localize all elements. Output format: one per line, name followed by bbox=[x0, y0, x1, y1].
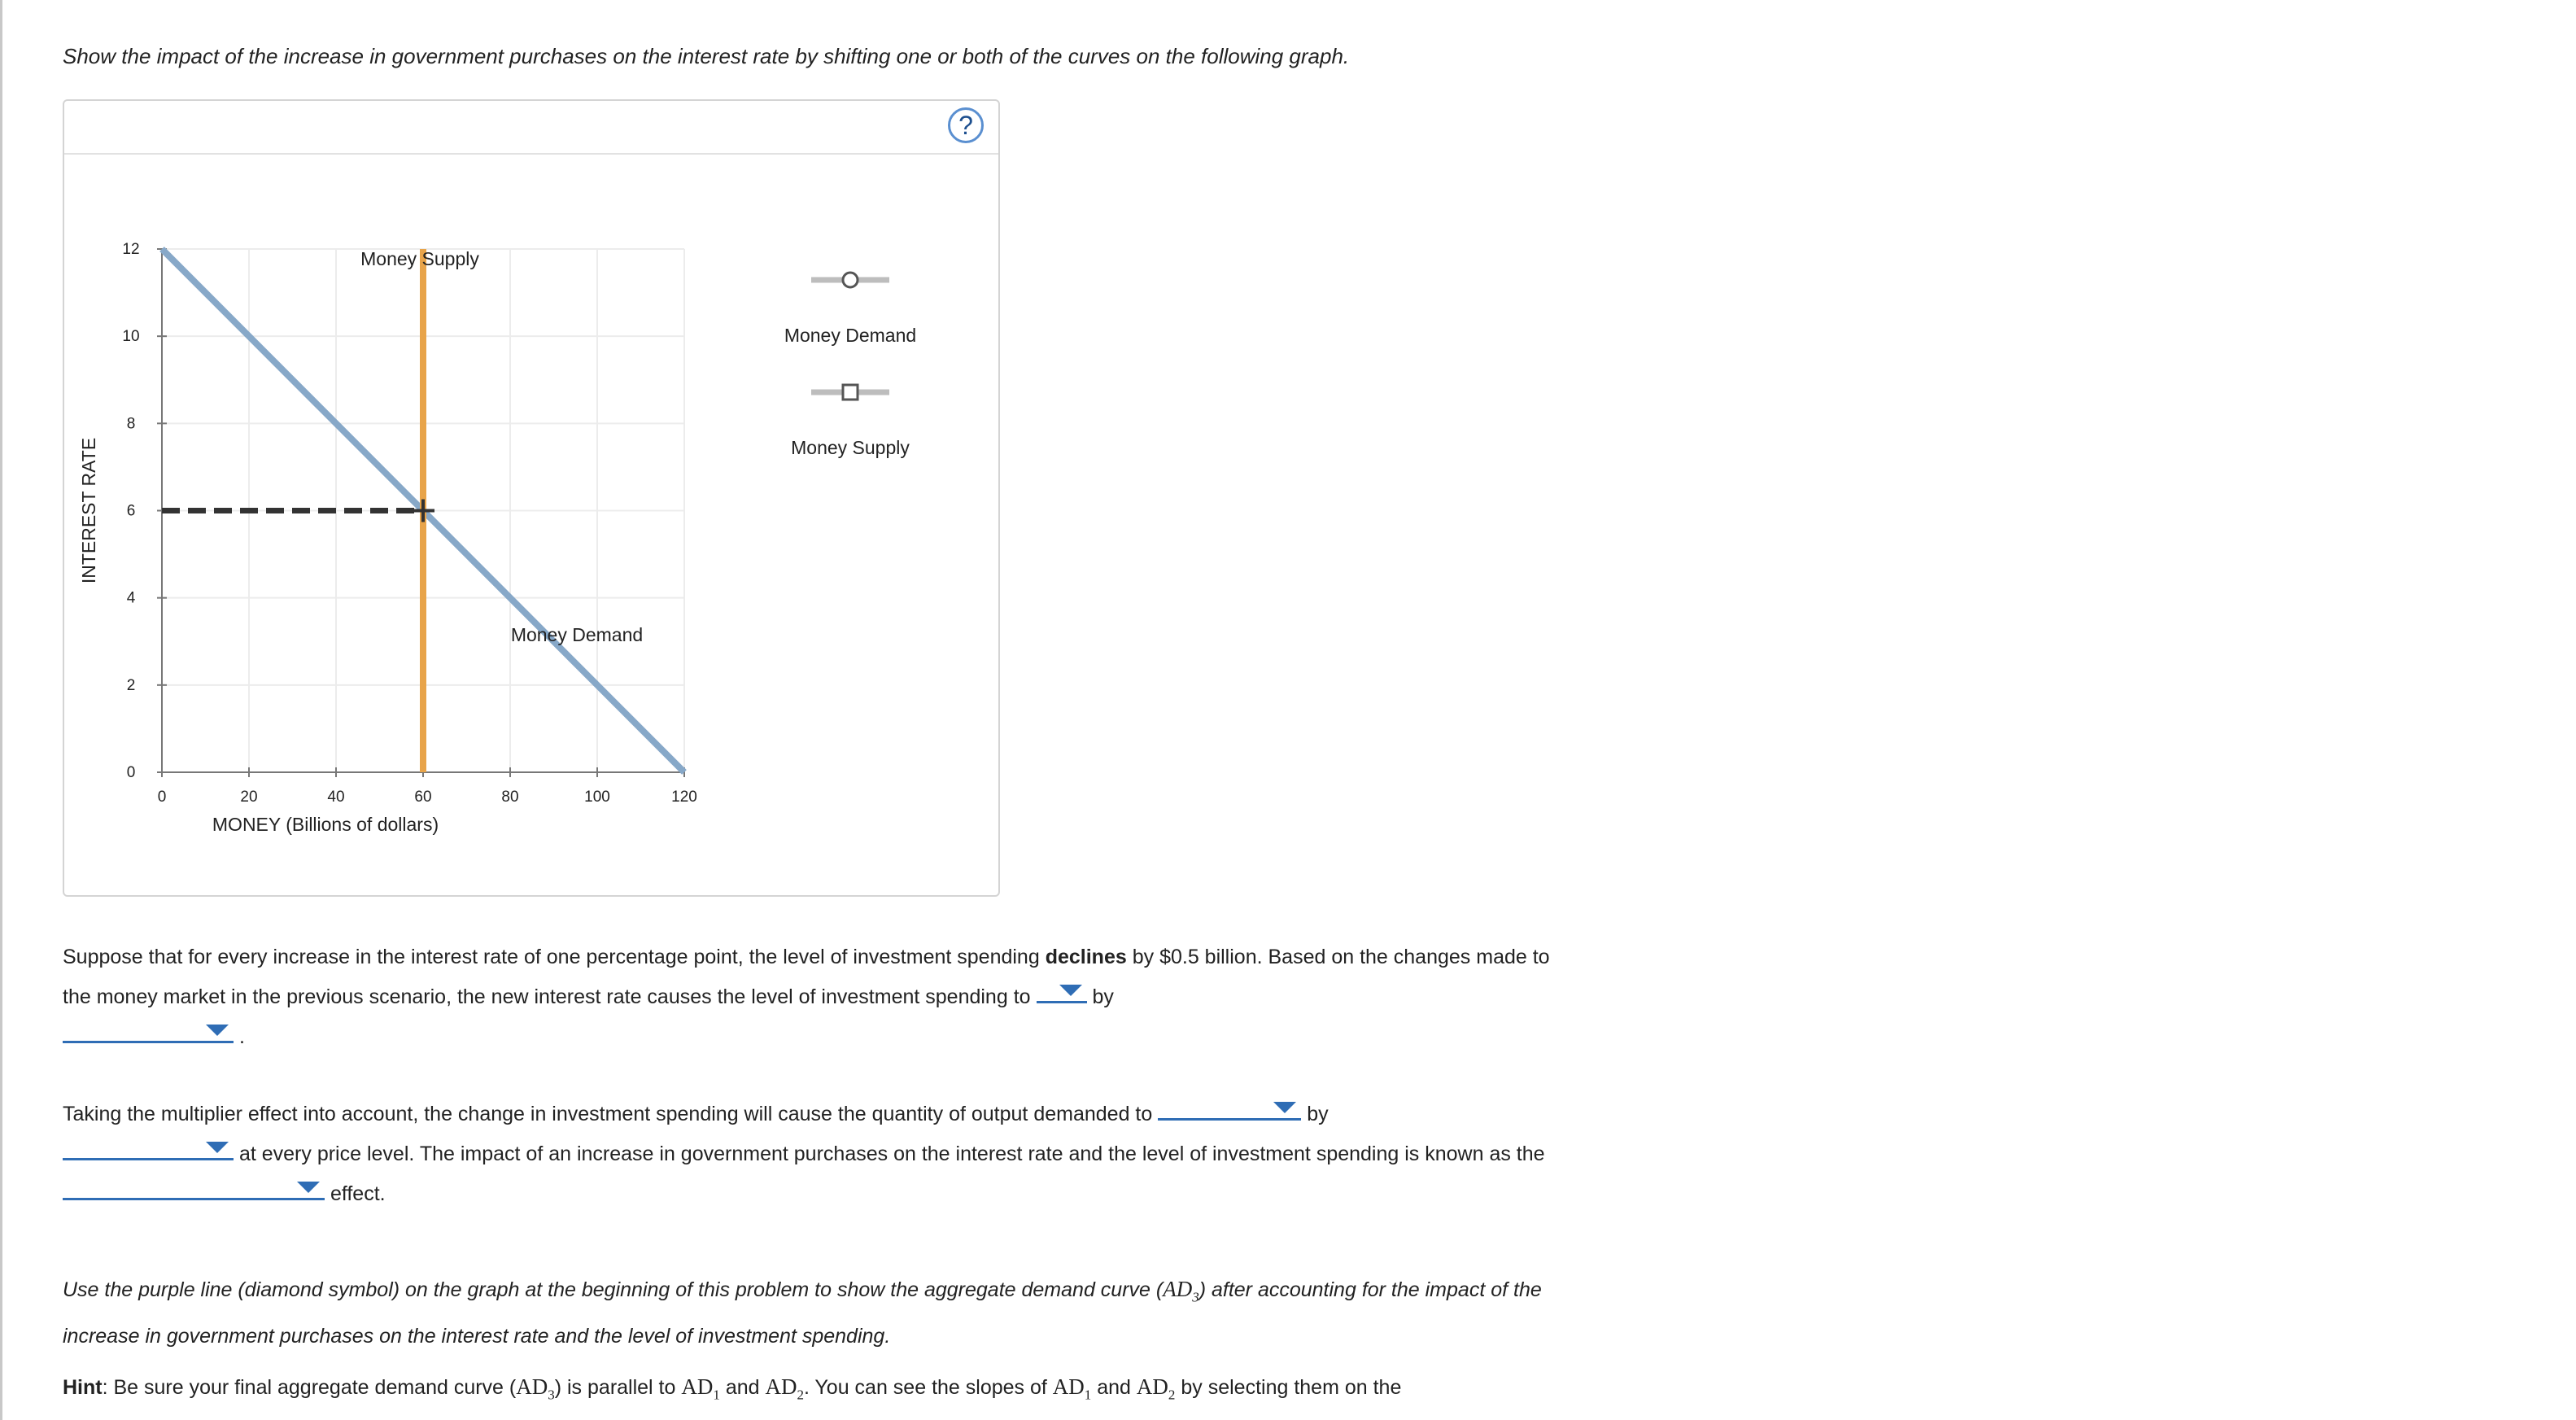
ad1-symbol: $AD_1$ bbox=[1052, 1374, 1092, 1403]
ad2-symbol: $AD_2$ bbox=[1136, 1374, 1176, 1403]
y-tick-label: 12 bbox=[122, 241, 140, 258]
legend-money-demand-label: Money Demand bbox=[784, 325, 917, 346]
y-axis-title: INTEREST RATE bbox=[78, 437, 99, 584]
investment-direction-dropdown[interactable] bbox=[1037, 977, 1087, 1003]
graph-panel[interactable] bbox=[63, 99, 1000, 897]
q1-text-b: by $0.5 billion. Based on the changes made to the money market in the previous scenario, the new interest rate causes the level of investment spending to bbox=[63, 946, 1550, 1008]
chevron-down-icon bbox=[206, 1142, 229, 1153]
y-tick-label: 2 bbox=[126, 676, 136, 694]
q2-text-a: Taking the multiplier effect into account, the change in investment spending will cause the quantity of output demanded to bbox=[63, 1103, 1153, 1125]
x-axis-title: MONEY (Billions of dollars) bbox=[212, 814, 439, 835]
q3-text-b: ) after accounting for the impact of the increase in government purchases on the interest rate and the level of investment spending. bbox=[63, 1278, 1542, 1348]
q2-text-d: effect. bbox=[330, 1182, 386, 1205]
question-investment bbox=[63, 937, 1560, 1056]
left-divider bbox=[0, 0, 2, 1420]
x-tick-label: 40 bbox=[327, 789, 345, 806]
money-supply-curve-label: Money Supply bbox=[360, 248, 479, 269]
legend-money-supply-label: Money Supply bbox=[791, 437, 910, 458]
chevron-down-icon bbox=[297, 1182, 320, 1193]
hint-label: Hint bbox=[63, 1376, 103, 1399]
hint: Hint: Be sure your final aggregate demand curve $(AD_3)$ is parallel to $AD_1$ and $AD_2$. You can see the slopes of $AD_1$ and $AD_2$ by selecting them on the bbox=[63, 1374, 1402, 1403]
ad1-symbol: $AD_1$ bbox=[681, 1374, 720, 1403]
x-tick-label: 120 bbox=[671, 789, 697, 806]
q1-text-d: . bbox=[238, 1025, 245, 1048]
circle-icon[interactable] bbox=[843, 273, 858, 287]
effect-name-dropdown[interactable] bbox=[63, 1173, 325, 1200]
y-tick-label: 0 bbox=[126, 764, 136, 781]
q2-text-b: by bbox=[1307, 1103, 1329, 1125]
question-ad3 bbox=[63, 1269, 1560, 1356]
question-multiplier bbox=[63, 1094, 1560, 1213]
chevron-down-icon bbox=[1059, 985, 1082, 996]
x-tick-label: 60 bbox=[414, 789, 432, 806]
y-tick-label: 10 bbox=[122, 328, 140, 346]
q2-text-c: at every price level. The impact of an increase in government purchases on the interest rate and the level of investment spending is known as the bbox=[238, 1143, 1545, 1165]
x-tick-label: 100 bbox=[584, 789, 610, 806]
money-demand-curve-label: Money Demand bbox=[510, 624, 644, 645]
ad2-symbol: $AD_2$ bbox=[765, 1374, 804, 1403]
investment-amount-dropdown[interactable] bbox=[63, 1016, 234, 1043]
x-tick-label: 20 bbox=[240, 789, 258, 806]
q1-bold: declines bbox=[1045, 946, 1127, 968]
ad3-symbol: $AD_3$ bbox=[1163, 1277, 1199, 1305]
x-tick-label: 0 bbox=[157, 789, 167, 806]
q3-text-a: Use the purple line (diamond symbol) on the graph at the beginning of this problem to show the aggregate demand curve ( bbox=[63, 1278, 1164, 1301]
x-tick-label: 80 bbox=[501, 789, 519, 806]
chevron-down-icon bbox=[206, 1025, 229, 1036]
y-tick-label: 6 bbox=[126, 502, 136, 520]
chevron-down-icon bbox=[1273, 1102, 1296, 1113]
ad3-symbol: $AD_3$ bbox=[516, 1374, 555, 1403]
q1-text-c: by bbox=[1092, 985, 1114, 1008]
square-icon[interactable] bbox=[843, 385, 858, 400]
q1-text-a: Suppose that for every increase in the interest rate of one percentage point, the level of investment spending bbox=[63, 946, 1040, 968]
y-tick-label: 4 bbox=[126, 589, 136, 607]
output-direction-dropdown[interactable] bbox=[1158, 1094, 1301, 1121]
y-tick-label: 8 bbox=[126, 415, 136, 433]
graph-instruction: Show the impact of the increase in government purchases on the interest rate by shifting one or both of the curves on the following graph. bbox=[63, 44, 1350, 68]
help-icon[interactable]: ? bbox=[948, 107, 984, 143]
output-amount-dropdown[interactable] bbox=[63, 1134, 234, 1160]
money-market-chart[interactable] bbox=[64, 101, 998, 895]
